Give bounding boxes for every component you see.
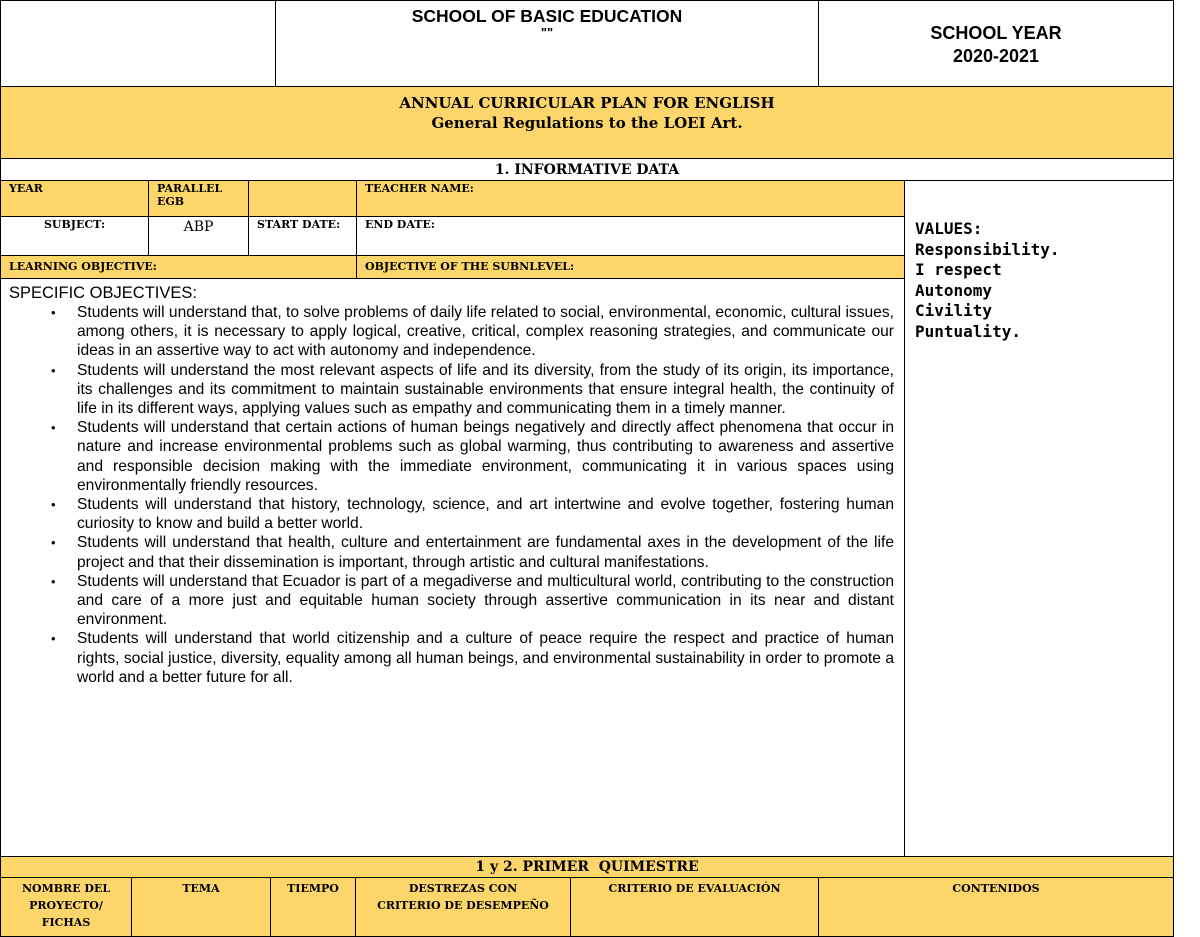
objective-item: • Students will understand the most relevant aspects of life and its diversity, from the study of its origin, its importance, its challenges and its commitment to maintain sustainable environments that ensure integral health, the continuity of life in its different ways, applying values such as empathy and communicating them in a timely manner. (77, 361, 894, 419)
value-item: Civility (915, 301, 993, 320)
subnivel-objective-label: OBJECTIVE OF THE SUBNLEVEL: (356, 255, 905, 279)
value-item: Autonomy (915, 280, 993, 300)
col-proyecto: NOMBRE DEL PROYECTO/ FICHAS (0, 877, 132, 937)
school-year-value: 2020-2021 (952, 46, 1040, 66)
school-year-label: SCHOOL YEAR (930, 23, 1062, 43)
subject-value: ABP (148, 216, 249, 256)
objective-item: • Students will understand that certain actions of human beings negatively and directly affect phenomena that occur in nature and increase environmental problems such as global warming, thus contributing to awareness and assertive and responsible decision making with the immediate environment, communicating it in various spaces using environmentally friendly resources. (77, 418, 894, 495)
values-cell (904, 180, 1174, 857)
plan-title: ANNUAL CURRICULAR PLAN FOR ENGLISH (399, 94, 775, 112)
specific-objectives-list (9, 303, 894, 687)
plan-subtitle: General Regulations to the LOEI Art. (431, 114, 743, 132)
objective-item: • Students will understand that, to solve problems of daily life related to social, environmental, economic, cultural issues, among others, it is necessary to apply logical, creative, critical, complex reasoning strategies, and communicate our ideas in an assertive way to act with autonomy and independence. (77, 303, 894, 361)
header-school-cell (275, 0, 819, 87)
specific-objectives-cell (0, 278, 905, 857)
objective-item: • Students will understand that world citizenship and a culture of peace require the respect and practice of human rights, social justice, diversity, equality among all human beings, and environmental sustainability in order to promote a world and a better future for all. (77, 629, 894, 687)
specific-objectives-title: SPECIFIC OBJECTIVES: (9, 284, 197, 302)
value-item: Puntuality. (915, 321, 1021, 341)
subject-label: SUBJECT: (0, 216, 149, 256)
col-contenidos: CONTENIDOS (818, 877, 1174, 937)
objective-item: • Students will understand that history, technology, science, and art intertwine and evolve together, fostering human curiosity to know and build a better world. (77, 495, 894, 533)
learning-objective-label: LEARNING OBJECTIVE: (0, 255, 357, 279)
teacher-label: TEACHER NAME: (356, 180, 905, 217)
year-label: YEAR (0, 180, 149, 217)
start-date-label: START DATE: (248, 216, 357, 256)
col-tiempo: TIEMPO (270, 877, 356, 937)
informative-heading: 1. INFORMATIVE DATA (0, 158, 1174, 181)
col-criterio: CRITERIO DE EVALUACIÓN (570, 877, 819, 937)
quimestre-heading: 1 y 2. PRIMER QUIMESTRE (0, 856, 1174, 878)
col-destrezas: DESTREZAS CON CRITERIO DE DESEMPEÑO (355, 877, 571, 937)
values-title: VALUES: (915, 219, 983, 238)
parallel-label: PARALLEL EGB (148, 180, 249, 217)
value-item: I respect (915, 260, 1002, 279)
value-item: Responsibility. (915, 239, 1060, 259)
header-year-cell (818, 0, 1174, 87)
header-left-cell (0, 0, 276, 87)
school-name: SCHOOL OF BASIC EDUCATION (411, 6, 683, 26)
school-subtitle: "" (540, 25, 554, 40)
objective-item: • Students will understand that health, culture and entertainment are fundamental axes in the development of the life project and that their dissemination is important, through artistic and cultural manifestations. (77, 533, 894, 571)
end-date-label: END DATE: (356, 216, 905, 256)
col-tema: TEMA (131, 877, 271, 937)
objective-item: • Students will understand that Ecuador is part of a megadiverse and multicultural world, contributing to the construction and care of a more just and equitable human society through assertive communication in its near and distant environment. (77, 572, 894, 630)
parallel-value-cell (248, 180, 357, 217)
plan-title-band (0, 86, 1174, 159)
